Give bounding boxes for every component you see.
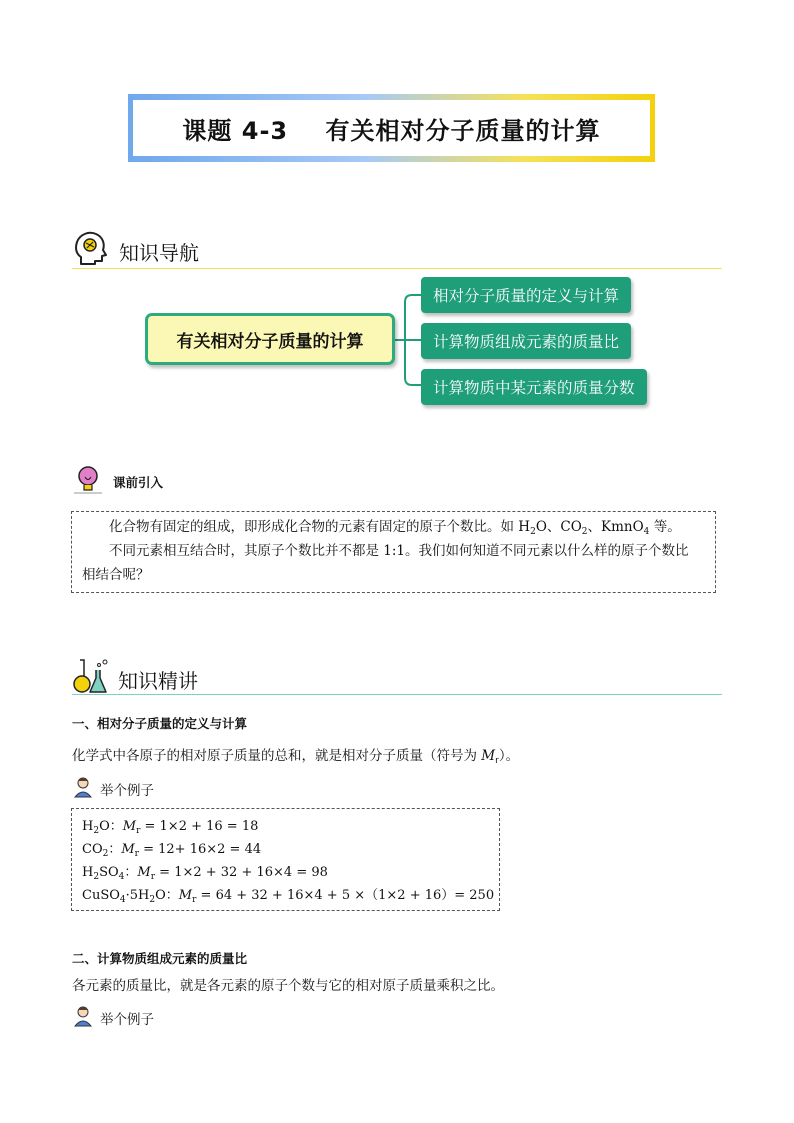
page-title: 课题 4-3 有关相对分子质量的计算 (182, 116, 601, 145)
mindmap-node-1: 相对分子质量的定义与计算 (421, 277, 631, 313)
intro-line-3: 相结合呢？ (82, 567, 150, 583)
teacher-icon (72, 776, 94, 798)
part2-heading: 二、计算物质组成元素的质量比 (72, 951, 248, 966)
formula-4: $CuSO_4\cdot 5H_2O$：$M_r = 64 + 32 + 16\times 4 + 5 \times(1\times 2 + 16)= 250$ (82, 888, 495, 905)
part1-heading: 一、相对分子质量的定义与计算 (72, 716, 248, 731)
section-header-lecture (72, 656, 272, 696)
formula-1: $H_2O$：$M_r = 1\times 2 + 16 = 18$ (82, 819, 259, 836)
section-title-nav: 知识导航 (119, 241, 199, 265)
intro-box (71, 511, 716, 593)
mindmap-node-3: 计算物质中某元素的质量分数 (421, 369, 647, 405)
lightbulb-icon (72, 465, 104, 495)
brain-head-icon (73, 230, 109, 268)
intro-line-2: 不同元素相互结合时，其原子个数比并不都是 1:1。我们如何知道不同元素以什么样的原子个数比 (109, 543, 689, 559)
example-label: 举个例子 (100, 783, 154, 799)
intro-heading: 课前引入 (113, 475, 164, 490)
teacher-icon (72, 1005, 94, 1027)
part2-text: 各元素的质量比，就是各元素的原子个数与它的相对原子质量乘积之比。 (72, 978, 504, 994)
example-label: 举个例子 (100, 1012, 154, 1028)
mindmap-root: 有关相对分子质量的计算 (145, 313, 395, 365)
lab-flask-icon (72, 656, 112, 696)
section-title-lecture: 知识精讲 (118, 669, 198, 693)
title-banner (133, 100, 650, 156)
section-divider (72, 268, 722, 269)
example-box (71, 808, 500, 911)
mindmap-node-2: 计算物质组成元素的质量比 (421, 323, 631, 359)
section-divider (72, 694, 722, 695)
intro-line-1: 化合物有固定的组成，即形成化合物的元素有固定的原子个数比。如 $H_2O$、$CO_2$、KmnO$_4$ 等。 (109, 519, 681, 537)
formula-3: $H_2SO_4$：$M_r = 1\times 2 + 32 + 16\times 4 = 98$ (82, 865, 328, 882)
formula-2: $CO_2$：$M_r = 12+ 16\times 2 = 44$ (82, 842, 262, 859)
section-header-nav (73, 230, 273, 270)
part1-text: 化学式中各原子的相对原子质量的总和，就是相对分子质量（符号为 $M_r$）。 (72, 748, 520, 766)
